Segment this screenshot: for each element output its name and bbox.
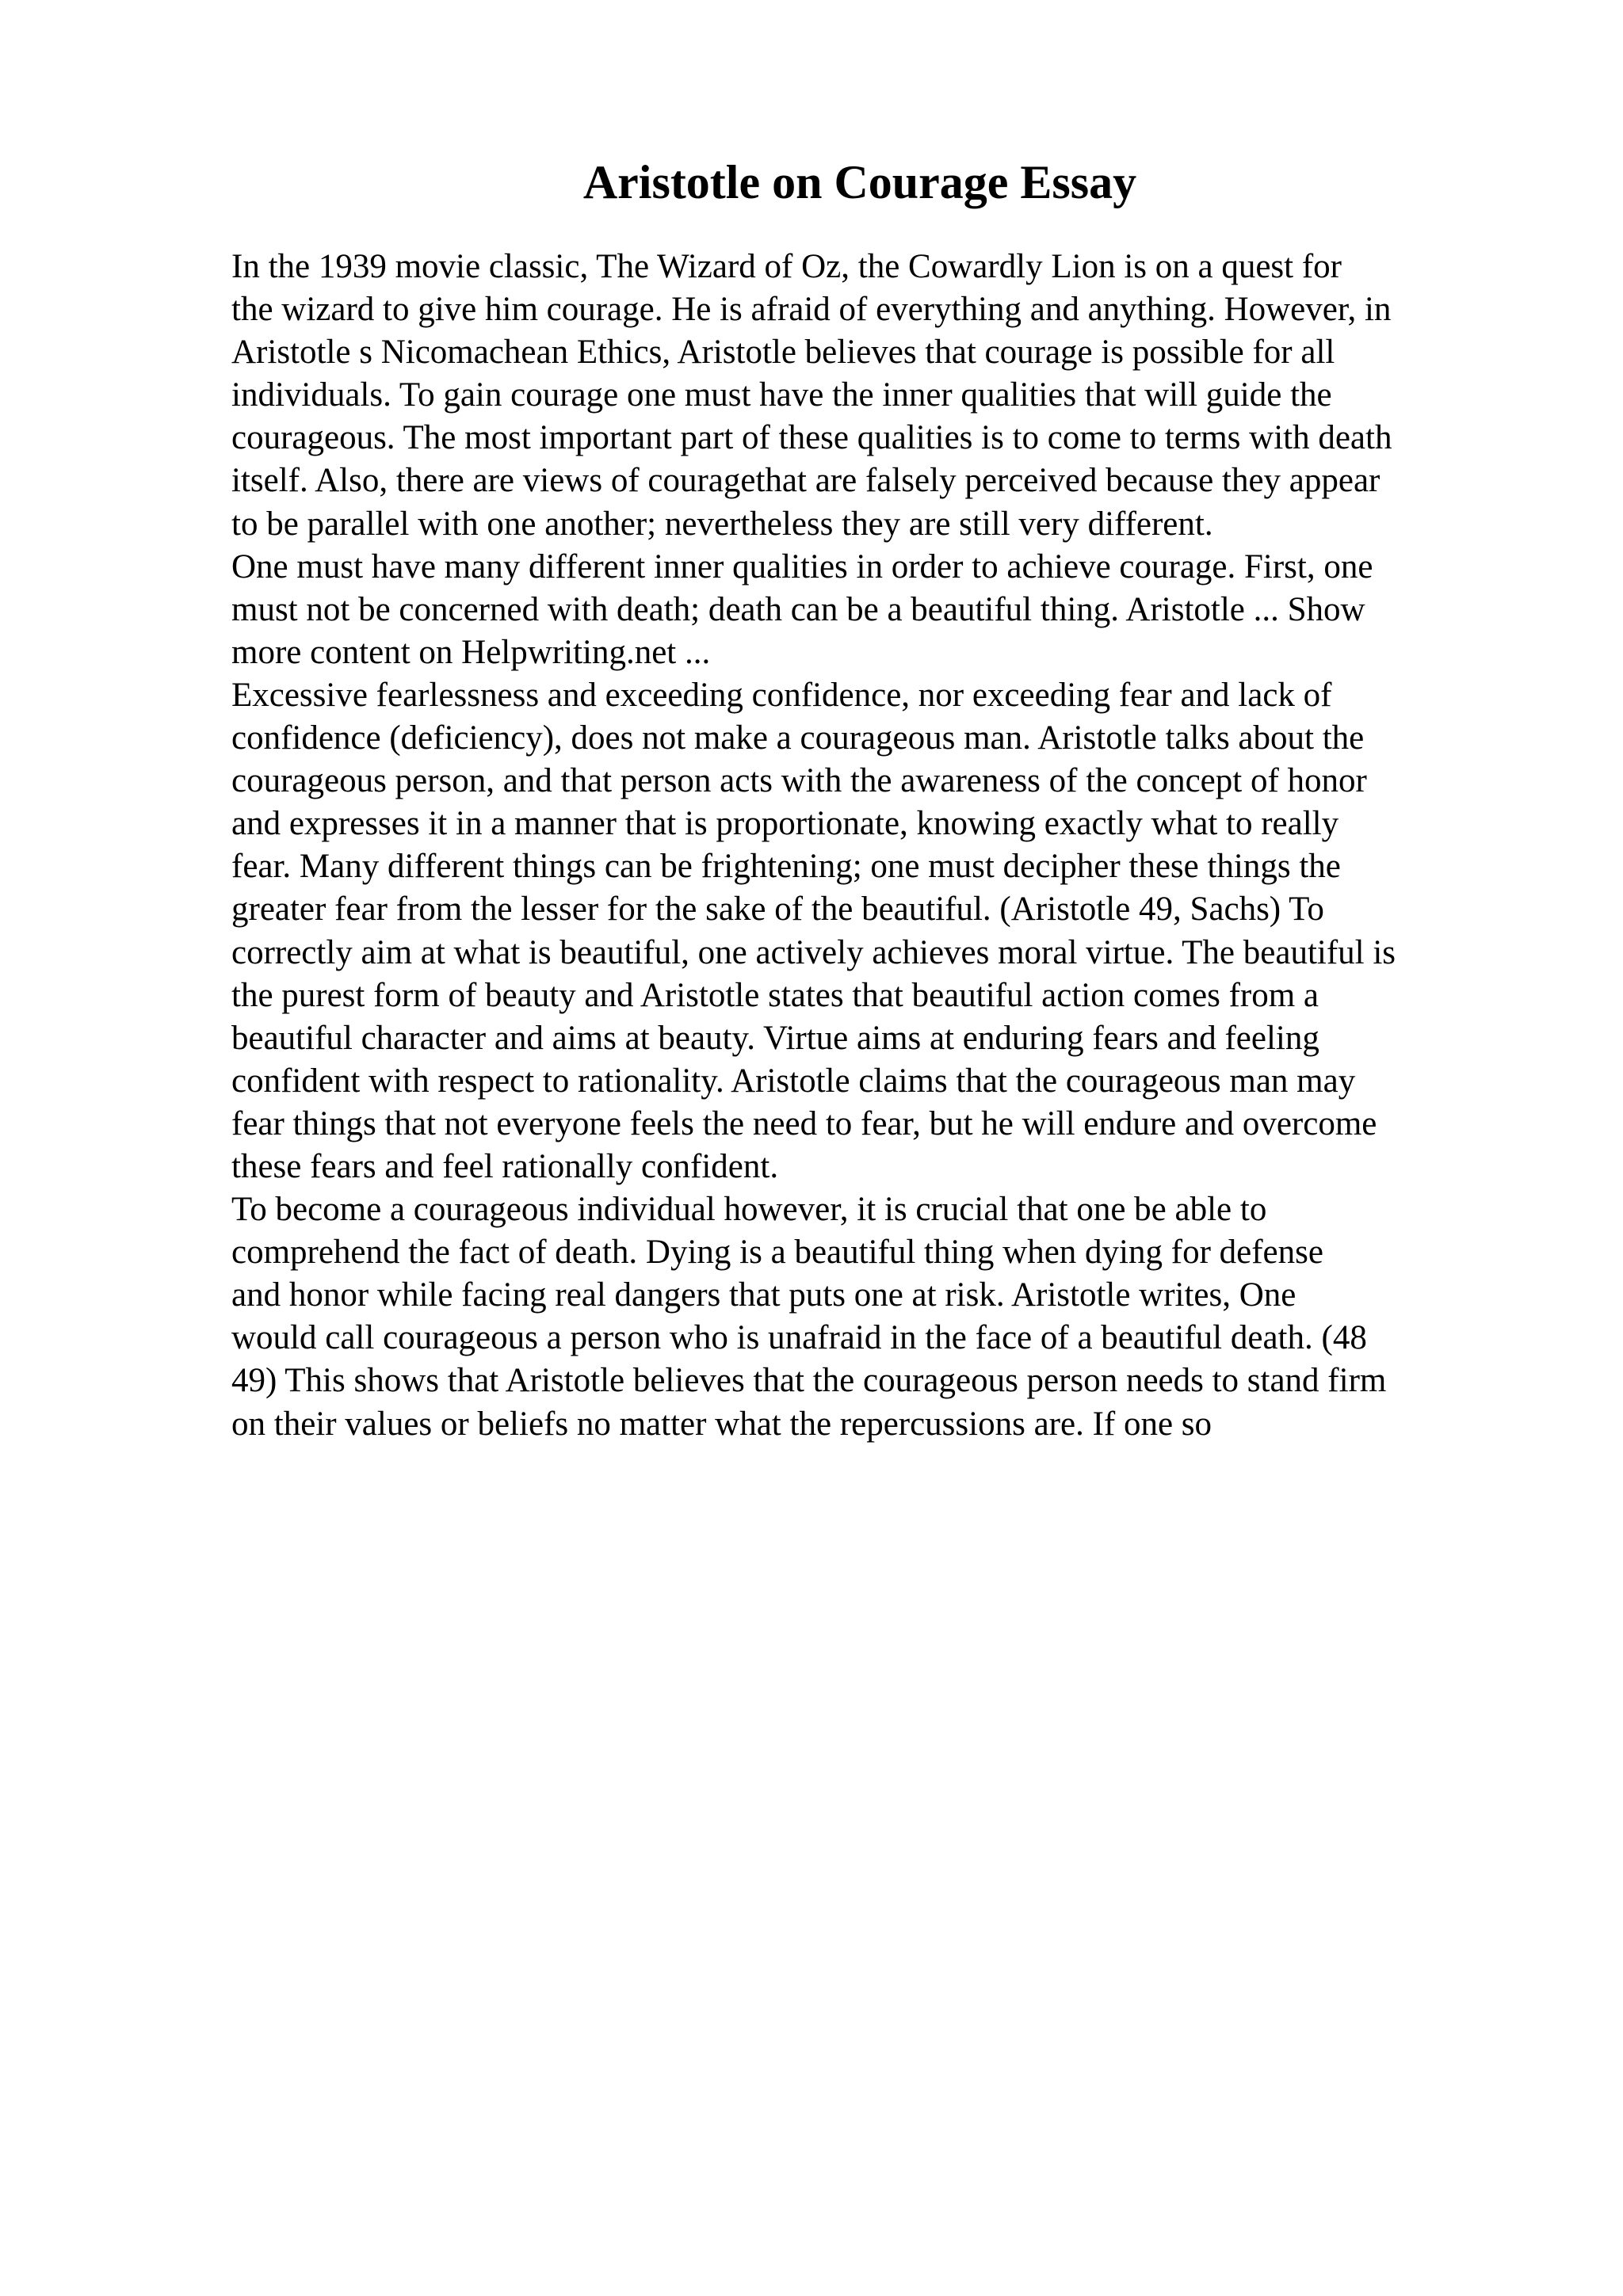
text-line: individuals. To gain courage one must have the inner qualities that will guide the: [231, 376, 1332, 414]
text-line: correctly aim at what is beautiful, one actively achieves moral virtue. The beautiful is: [231, 933, 1396, 971]
essay-body: [231, 246, 1515, 1446]
text-line: would call courageous a person who is unafraid in the face of a beautiful death. (48: [231, 1319, 1367, 1357]
page-title: Aristotle on Courage Essay: [582, 156, 1137, 208]
text-line: to be parallel with one another; nevertheless they are still very different.: [231, 505, 1213, 543]
text-line: Excessive fearlessness and exceeding confidence, nor exceeding fear and lack of: [231, 676, 1332, 714]
text-line: fear. Many different things can be frightening; one must decipher these things the: [231, 848, 1341, 886]
text-line: these fears and feel rationally confident.: [231, 1147, 779, 1185]
text-line: beautiful character and aims at beauty. Virtue aims at enduring fears and feeling: [231, 1019, 1319, 1057]
text-line: the purest form of beauty and Aristotle states that beautiful action comes from a: [231, 976, 1319, 1014]
text-line: fear things that not everyone feels the need to fear, but he will endure and overcome: [231, 1104, 1377, 1142]
text-line: comprehend the fact of death. Dying is a beautiful thing when dying for defense: [231, 1234, 1323, 1272]
text-line: on their values or beliefs no matter what the repercussions are. If one so: [231, 1405, 1212, 1443]
text-line: and expresses it in a manner that is proportionate, knowing exactly what to really: [231, 805, 1339, 843]
text-line: In the 1939 movie classic, The Wizard of Oz, the Cowardly Lion is on a quest for: [231, 248, 1342, 285]
text-line: must not be concerned with death; death can be a beautiful thing. Aristotle ... Show: [231, 590, 1365, 628]
text-line: Aristotle s Nicomachean Ethics, Aristotle believes that courage is possible for all: [231, 334, 1335, 372]
text-line: One must have many different inner qualities in order to achieve courage. First, one: [231, 547, 1373, 585]
text-line: confidence (deficiency), does not make a courageous man. Aristotle talks about the: [231, 719, 1365, 757]
text-line: itself. Also, there are views of couragethat are falsely perceived because they appear: [231, 462, 1381, 500]
text-line: the wizard to give him courage. He is afraid of everything and anything. However, in: [231, 291, 1392, 329]
text-line: and honor while facing real dangers that puts one at risk. Aristotle writes, One: [231, 1276, 1296, 1314]
text-line: more content on Helpwriting.net ...: [231, 633, 711, 671]
text-line: courageous. The most important part of these qualities is to come to terms with death: [231, 419, 1392, 457]
text-line: courageous person, and that person acts with the awareness of the concept of honor: [231, 762, 1367, 800]
text-line: To become a courageous individual however, it is crucial that one be able to: [231, 1191, 1267, 1229]
text-line: confident with respect to rationality. Aristotle claims that the courageous man may: [231, 1062, 1356, 1100]
text-line: 49) This shows that Aristotle believes that the courageous person needs to stand firm: [231, 1362, 1387, 1400]
text-line: greater fear from the lesser for the sake of the beautiful. (Aristotle 49, Sachs) To: [231, 891, 1324, 929]
